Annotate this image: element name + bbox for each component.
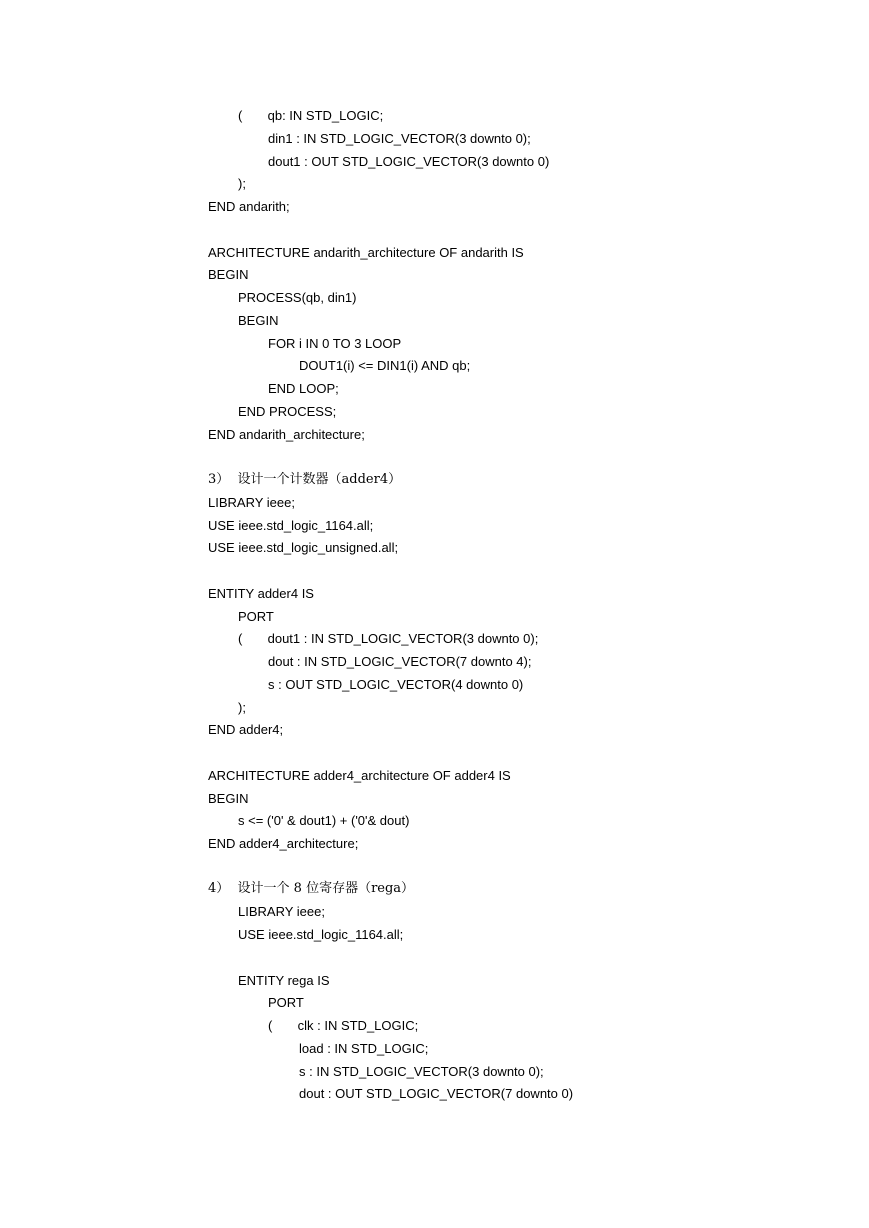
code-line: LIBRARY ieee; [238,904,325,919]
code-line: END LOOP; [268,381,339,396]
section-heading: 3） 设计一个计数器（adder4） [208,472,402,487]
code-line: dout1 : OUT STD_LOGIC_VECTOR(3 downto 0) [268,154,550,169]
code-line: BEGIN [208,267,249,282]
code-line: ARCHITECTURE adder4_architecture OF adder4 IS [208,768,511,783]
code-line: BEGIN [208,791,249,806]
code-line: s : IN STD_LOGIC_VECTOR(3 downto 0); [299,1064,544,1079]
code-line: dout : IN STD_LOGIC_VECTOR(7 downto 4); [268,654,532,669]
code-line: END andarith_architecture; [208,427,365,442]
code-line: USE ieee.std_logic_1164.all; [208,518,374,533]
code-line: s : OUT STD_LOGIC_VECTOR(4 downto 0) [268,677,524,692]
code-line: ); [238,176,246,191]
code-line: END PROCESS; [238,404,337,419]
code-line: dout : OUT STD_LOGIC_VECTOR(7 downto 0) [299,1086,574,1101]
code-line: PORT [268,995,304,1010]
code-line: END adder4_architecture; [208,836,359,851]
section-heading: 4） 设计一个 8 位寄存器（rega） [208,881,415,896]
code-line: load : IN STD_LOGIC; [299,1041,429,1056]
code-line: LIBRARY ieee; [208,495,295,510]
code-line: DOUT1(i) <= DIN1(i) AND qb; [299,358,471,373]
code-line: USE ieee.std_logic_unsigned.all; [208,540,399,555]
code-line: END andarith; [208,199,290,214]
code-line: END adder4; [208,722,284,737]
code-line: ENTITY rega IS [238,973,330,988]
code-line: PORT [238,609,274,624]
code-line: ); [238,700,246,715]
code-line: USE ieee.std_logic_1164.all; [238,927,404,942]
code-line: ARCHITECTURE andarith_architecture OF andarith IS [208,245,524,260]
code-line: s <= ('0' & dout1) + ('0'& dout) [238,813,410,828]
code-line: BEGIN [238,313,279,328]
code-line: ENTITY adder4 IS [208,586,314,601]
code-line: ( qb: IN STD_LOGIC; [238,108,384,123]
code-line: PROCESS(qb, din1) [238,290,357,305]
code-line: ( clk : IN STD_LOGIC; [268,1018,419,1033]
code-line: FOR i IN 0 TO 3 LOOP [268,336,402,351]
code-line: din1 : IN STD_LOGIC_VECTOR(3 downto 0); [268,131,531,146]
code-line: ( dout1 : IN STD_LOGIC_VECTOR(3 downto 0); [238,631,539,646]
